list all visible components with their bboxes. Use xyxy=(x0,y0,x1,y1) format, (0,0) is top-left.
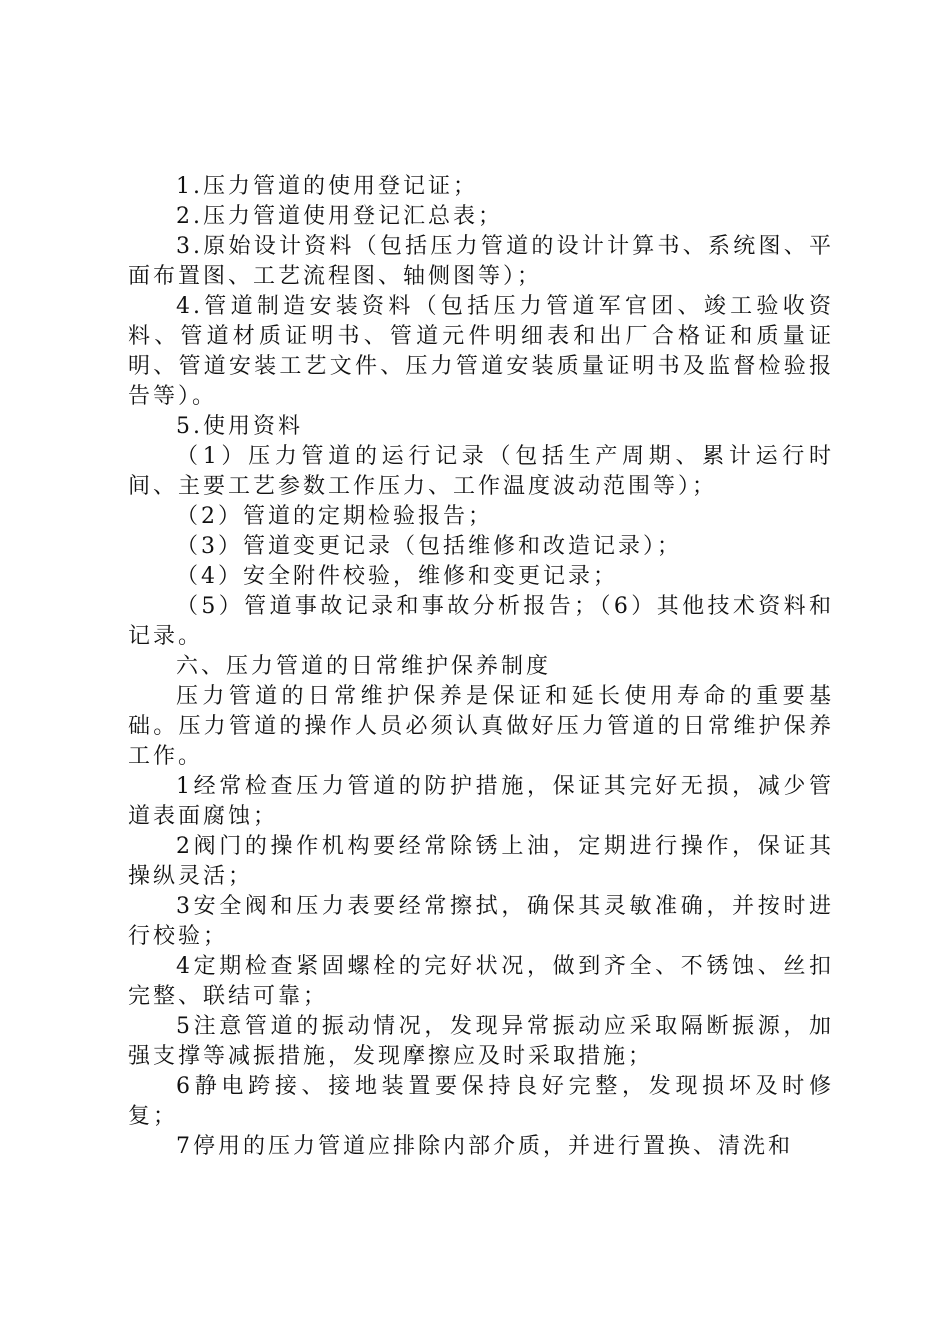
paragraph-13: 1经常检查压力管道的防护措施，保证其完好无损，减少管道表面腐蚀； xyxy=(128,774,834,829)
paragraph-10: （5）管道事故记录和事故分析报告；（6）其他技术资料和记录。 xyxy=(128,594,834,649)
paragraph-9: （4）安全附件校验，维修和变更记录； xyxy=(176,564,618,589)
paragraph-4: 4.管道制造安装资料（包括压力管道军官团、竣工验收资料、管道材质证明书、管道元件明细表和出厂合格证和质量证明、管道安装工艺文件、压力管道安装质量证明书及监督检验报告等）。 xyxy=(128,294,834,409)
paragraph-3: 3.原始设计资料（包括压力管道的设计计算书、系统图、平面布置图、工艺流程图、轴侧图等）； xyxy=(128,234,834,289)
paragraph-17: 5注意管道的振动情况，发现异常振动应采取隔断振源，加强支撑等减振措施，发现摩擦应及时采取措施； xyxy=(128,1014,834,1069)
paragraph-1: 1.压力管道的使用登记证； xyxy=(176,174,478,199)
paragraph-18: 6静电跨接、接地装置要保持良好完整，发现损坏及时修复； xyxy=(128,1074,834,1129)
section-heading: 六、压力管道的日常维护保养制度 xyxy=(176,654,552,679)
paragraph-14: 2阀门的操作机构要经常除锈上油，定期进行操作，保证其操纵灵活； xyxy=(128,834,834,889)
document-body xyxy=(128,172,834,1162)
paragraph-6: （1）压力管道的运行记录（包括生产周期、累计运行时间、主要工艺参数工作压力、工作温度波动范围等）； xyxy=(128,444,834,499)
paragraph-2: 2.压力管道使用登记汇总表； xyxy=(176,204,503,229)
paragraph-19: 7停用的压力管道应排除内部介质，并进行置换、清洗和 xyxy=(176,1134,793,1159)
paragraph-12: 压力管道的日常维护保养是保证和延长使用寿命的重要基础。压力管道的操作人员必须认真做好压力管道的日常维护保养工作。 xyxy=(128,684,834,769)
paragraph-5: 5.使用资料 xyxy=(176,414,303,439)
paragraph-8: （3）管道变更记录（包括维修和改造记录）； xyxy=(176,534,682,559)
paragraph-16: 4定期检查紧固螺栓的完好状况，做到齐全、不锈蚀、丝扣完整、联结可靠； xyxy=(128,954,834,1009)
paragraph-15: 3安全阀和压力表要经常擦拭，确保其灵敏准确，并按时进行校验； xyxy=(128,894,834,949)
paragraph-7: （2）管道的定期检验报告； xyxy=(176,504,493,529)
